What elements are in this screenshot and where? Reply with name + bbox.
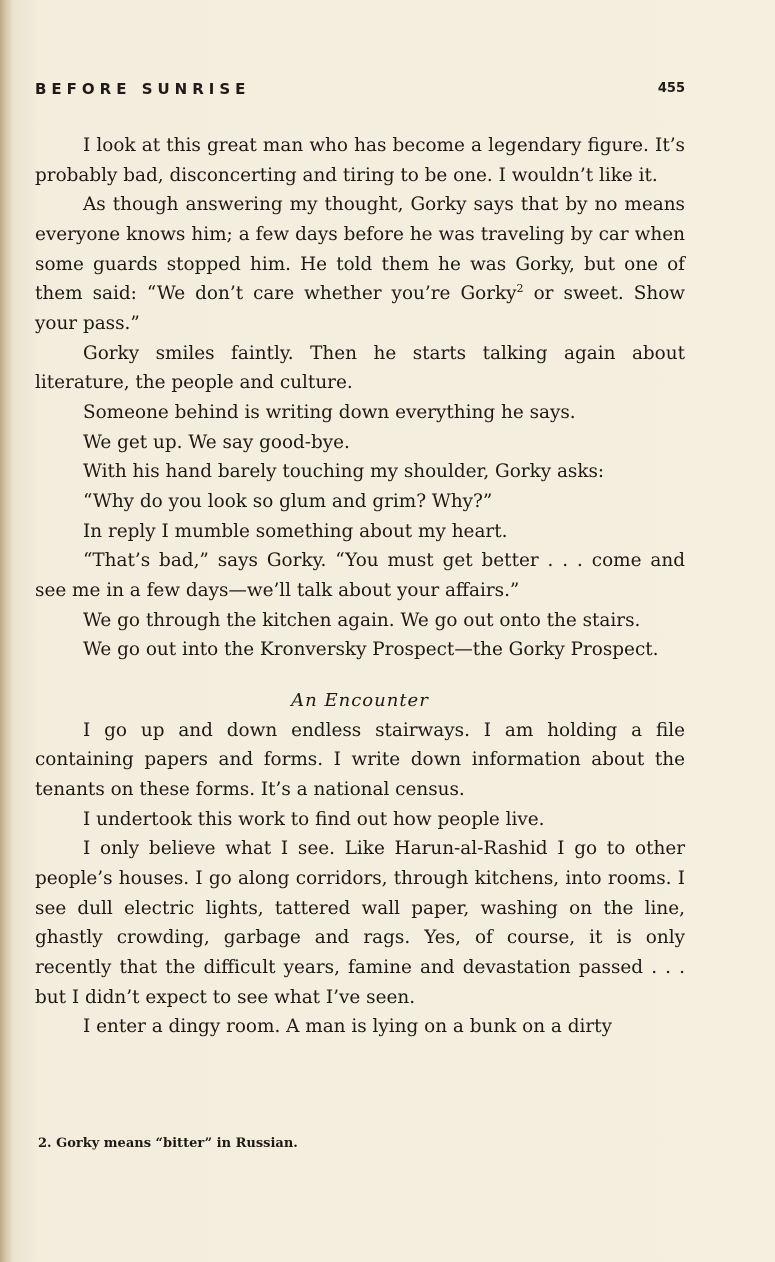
section-title: An Encounter bbox=[291, 689, 429, 711]
paragraph bbox=[35, 190, 685, 338]
paragraph: I undertook this work to find out how people live. bbox=[83, 808, 545, 830]
running-head bbox=[35, 80, 685, 100]
paragraph: “Why do you look so glum and grim? Why?” bbox=[83, 490, 493, 512]
footnote-marker: 2 bbox=[516, 282, 524, 296]
paragraph: I enter a dingy room. A man is lying on a bunk on a dirty bbox=[83, 1016, 612, 1038]
paragraph: We get up. We say good-bye. bbox=[83, 431, 350, 453]
paragraph-text: Gorky bbox=[460, 283, 517, 305]
paragraph: With his hand barely touching my shoulder, Gorky asks: bbox=[83, 461, 605, 483]
paragraph: I only believe what I see. Like Harun-al-Rashid I go to other people’s houses. I go along corridors, through kitchens, into rooms. I see dull electric lights, tattered wall paper, washing on the line, ghastly crowding, garbage and rags. Yes, of course, it is only recently that the difficult years, famine and devastation passed . . . but I didn’t expect to see what I’ve seen. bbox=[35, 838, 685, 1008]
paragraph: In reply I mumble something about my heart. bbox=[83, 520, 508, 542]
paragraph: We go out into the Kronversky Prospect—the Gorky Prospect. bbox=[83, 639, 659, 661]
paragraph: I look at this great man who has become a legendary figure. It’s probably bad, disconcerting and tiring to be one. I wouldn’t like it. bbox=[35, 135, 685, 186]
paragraph: Someone behind is writing down everything he says. bbox=[83, 401, 576, 423]
paragraph-text: or sweet. Show your pass.” bbox=[35, 283, 686, 334]
body-text bbox=[35, 131, 685, 1042]
footnote: 2. Gorky means “bitter” in Russian. bbox=[38, 1136, 298, 1151]
paragraph: I go up and down endless stairways. I am holding a file containing papers and forms. I write down information about the tenants on these forms. It’s a national census. bbox=[35, 719, 685, 801]
paragraph-text: As though answering my thought, Gorky says that by no means everyone knows him; a few days before he was traveling by car when some guards stopped him. He told them he was Gorky, but one of them said: “We don’t care whether you’re bbox=[35, 194, 685, 305]
page-number: 455 bbox=[657, 81, 685, 96]
paragraph: Gorky smiles faintly. Then he starts talking again about literature, the people and culture. bbox=[35, 342, 685, 394]
paragraph: “That’s bad,” says Gorky. “You must get better . . . come and see me in a few days—we’ll talk about your affairs.” bbox=[35, 550, 685, 601]
paragraph: We go through the kitchen again. We go out onto the stairs. bbox=[83, 609, 641, 631]
running-head-title: BEFORE SUNRISE bbox=[35, 80, 251, 98]
book-spine-shadow bbox=[0, 0, 12, 1262]
